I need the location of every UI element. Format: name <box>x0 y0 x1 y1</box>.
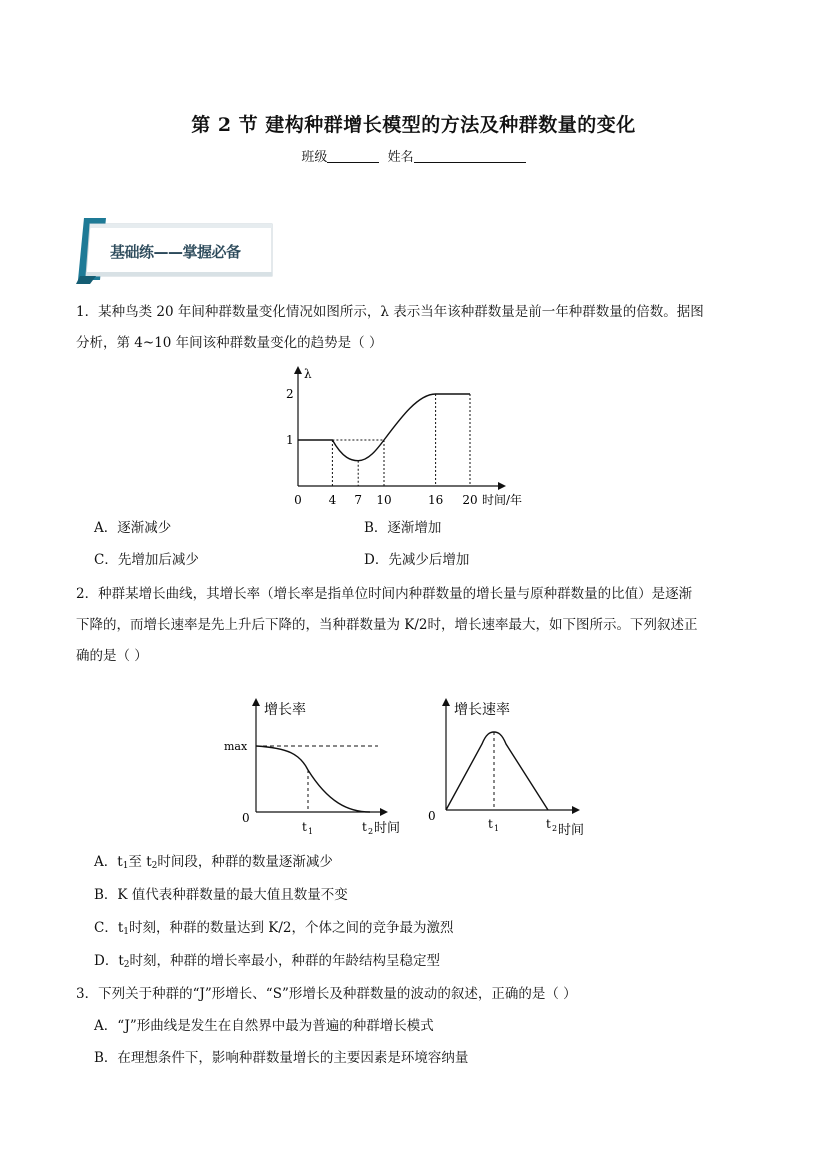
x-axis-label: 时间 <box>558 823 585 838</box>
x-tick-label-t1: t <box>302 820 307 834</box>
q2-d-post: 时刻，种群的增长率最小，种群的年龄结构呈稳定型 <box>129 953 440 969</box>
x-tick-label-20: 20 <box>462 493 478 507</box>
y-axis-arrow <box>294 366 302 374</box>
q2-a-sub2: 2 <box>151 861 158 871</box>
q1-option-c[interactable]: C．先增加后减少 <box>94 552 199 568</box>
question-1-line-2: 分析，第 4~10 年间该种群数量变化的趋势是（ ） <box>76 335 383 351</box>
question-1-line-1: 1．某种鸟类 20 年间种群数量变化情况如图所示，λ 表示当年该种群数量是前一年种群数量的倍数。据图 <box>76 304 704 320</box>
question-2-text <box>76 584 756 666</box>
y-tick-label-1: 1 <box>286 433 294 447</box>
name-blank[interactable] <box>414 148 526 163</box>
origin-label: 0 <box>428 809 436 823</box>
q3-option-b[interactable]: B．在理想条件下，影响种群数量增长的主要因素是环境容纳量 <box>94 1050 469 1066</box>
x-tick-label-10: 10 <box>376 493 392 507</box>
q2-c-sub: 1 <box>123 927 129 937</box>
class-label: 班级 <box>301 150 328 165</box>
question-1-text <box>76 302 756 353</box>
x-tick-label-16: 16 <box>427 493 444 507</box>
section-banner-label: 基础练——掌握必备 <box>110 243 241 261</box>
x-axis-arrow <box>380 808 388 816</box>
x-axis-arrow <box>498 482 506 490</box>
x-axis-label: 时间 <box>374 821 401 836</box>
growth-rate-curve <box>256 746 370 812</box>
q2-d-prefix: D．t <box>94 953 124 969</box>
q2-option-d[interactable] <box>94 951 440 975</box>
x-tick-label-t1-sub: 1 <box>308 827 314 836</box>
x-tick-label-t1: t <box>488 817 493 831</box>
x-axis-arrow <box>572 806 580 814</box>
x-tick-label-t2: t <box>362 820 367 834</box>
q2-a-mid: 至 t <box>128 854 152 870</box>
q2-option-c[interactable] <box>94 918 454 942</box>
q1-option-a[interactable]: A．逐渐减少 <box>94 520 172 536</box>
name-label: 姓名 <box>387 150 414 165</box>
y-axis-label: λ <box>304 367 312 381</box>
q2-a-prefix: A．t <box>94 854 123 870</box>
q1-option-d[interactable]: D．先减少后增加 <box>364 552 470 568</box>
class-blank[interactable] <box>327 148 379 163</box>
y-axis-arrow <box>252 698 260 706</box>
x-tick-label-0: 0 <box>294 493 302 507</box>
lambda-curve <box>298 394 470 461</box>
x-tick-label-t1-sub: 1 <box>494 824 500 833</box>
q2-c-post: 时刻，种群的数量达到 K/2，个体之间的竞争最为激烈 <box>129 920 454 936</box>
q2-option-b[interactable]: B．K 值代表种群数量的最大值且数量不变 <box>94 887 348 903</box>
y-axis-label: 增长率 <box>264 702 306 718</box>
x-tick-label-4: 4 <box>328 493 337 507</box>
q2-d-sub: 2 <box>123 960 130 970</box>
question-2-line-2: 下降的，而增长速率是先上升后下降的，当种群数量为 K/2时，增长速率最大，如下图所示。下列叙述正 <box>76 617 698 633</box>
lambda-chart <box>272 362 532 512</box>
y-tick-label-2: 2 <box>286 387 294 401</box>
growth-speed-chart <box>420 694 595 844</box>
q2-c-prefix: C．t <box>94 920 124 936</box>
x-tick-label-t2-sub: 2 <box>552 824 558 833</box>
x-tick-label-7: 7 <box>354 493 363 507</box>
question-2-line-1: 2．种群某增长曲线，其增长率（增长率是指单位时间内种群数量的增长量与原种群数量的比值）是逐渐 <box>76 586 693 602</box>
class-name-line <box>0 146 827 165</box>
page-title: 第 2 节 建构种群增长模型的方法及种群数量的变化 <box>191 114 636 136</box>
q2-a-post: 时间段，种群的数量逐渐减少 <box>157 854 333 870</box>
q2-a-sub1: 1 <box>122 861 129 871</box>
question-2-line-3: 确的是（ ） <box>76 648 148 664</box>
x-axis-label: 时间/年 <box>482 493 523 507</box>
origin-label: 0 <box>242 811 250 825</box>
question-3-text: 3．下列关于种群的“J”形增长、“S”形增长及种群数量的波动的叙述，正确的是（ ） <box>76 986 577 1002</box>
y-axis-label: 增长速率 <box>454 702 510 718</box>
x-tick-label-t2-sub: 2 <box>368 827 374 836</box>
y-axis-arrow <box>442 698 450 706</box>
y-tick-label-max: max <box>224 740 248 753</box>
x-tick-label-t2: t <box>546 817 551 831</box>
q3-option-a[interactable]: A．“J”形曲线是发生在自然界中最为普遍的种群增长模式 <box>94 1018 434 1034</box>
growth-rate-chart <box>218 694 401 844</box>
q2-option-a[interactable] <box>94 852 333 876</box>
growth-speed-curve <box>446 732 548 810</box>
q1-option-b[interactable]: B．逐渐增加 <box>364 520 442 536</box>
